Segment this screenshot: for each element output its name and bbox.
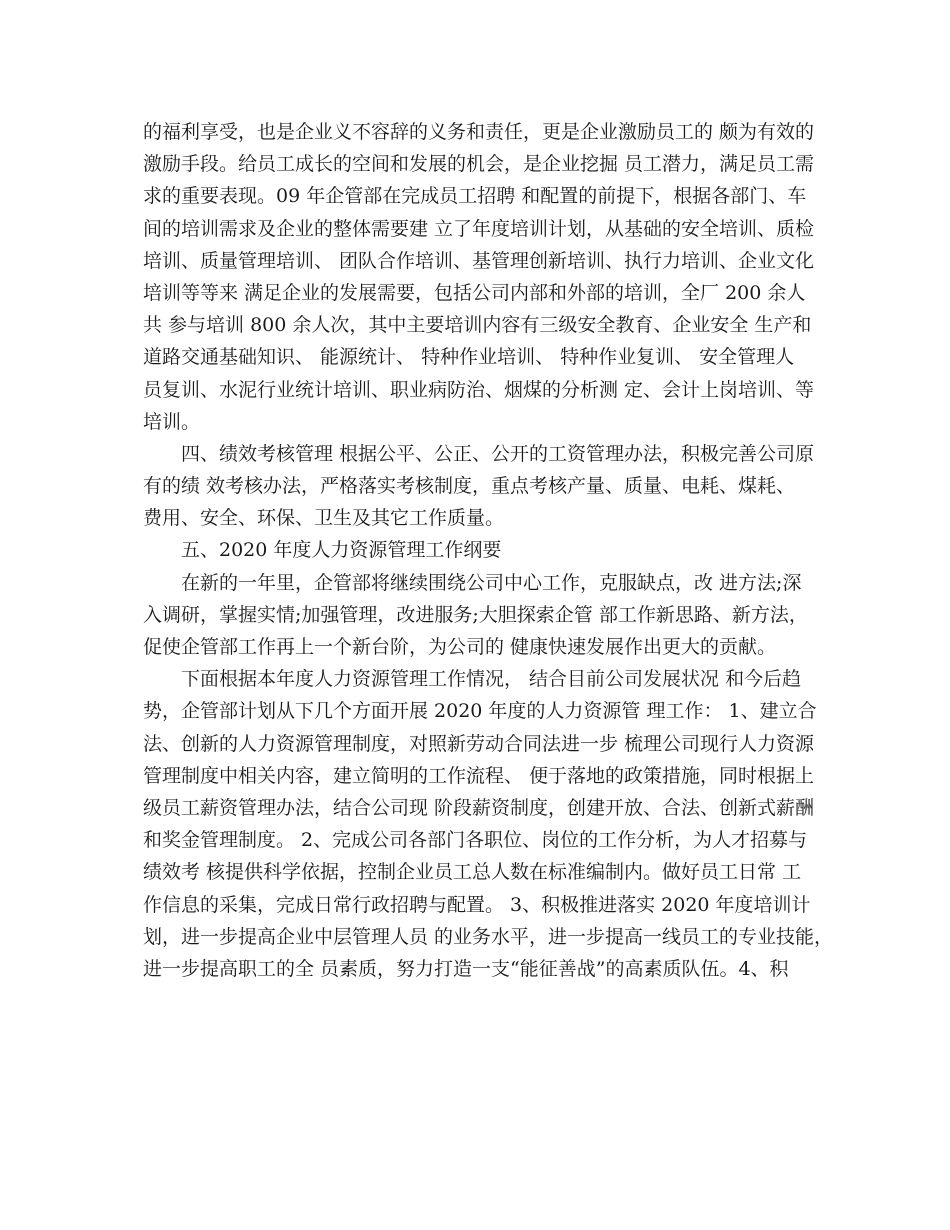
text-line: 促使企管部工作再上一个新台阶，为公司的 健康快速发展作出更大的贡献。 <box>143 636 777 658</box>
text-line: 势，企管部计划从下几个方面开展 2020 年度的人力资源管 理工作： 1、建立合 <box>143 700 817 723</box>
text-line: 进一步提高职工的全 员素质，努力打造一支“能征善战”的高素质队伍。4、积 <box>143 957 789 980</box>
text-line: 入调研，掌握实情;加强管理，改进服务;大胆探索企管 部工作新思路、新方法， <box>143 603 808 626</box>
text-line: 作信息的采集，完成日常行政招聘与配置。 3、积极推进落实 2020 年度培训计 <box>143 893 811 916</box>
text-line: 求的重要表现。09 年企管部在完成员工招聘 和配置的前提下，根据各部门、车 <box>143 185 807 208</box>
text-line: 员复训、水泥行业统计培训、职业病防治、烟煤的分析测 定、会计上岗培训、等 <box>143 378 815 401</box>
document-body <box>143 116 834 985</box>
section-heading-line: 四、绩效考核管理 根据公平、公正、公开的工资管理办法，积极完善公司原 <box>143 442 815 465</box>
text-line: 道路交通基础知识、 能源统计、 特种作业培训、 特种作业复训、 安全管理人 <box>143 346 795 369</box>
text-line: 划，进一步提高企业中层管理人员 的业务水平，进一步提高一线员工的专业技能， <box>143 925 834 948</box>
text-line: 培训、质量管理培训、 团队合作培训、基管理创新培训、执行力培训、企业文化 <box>143 249 815 272</box>
text-line: 间的培训需求及企业的整体需要建 立了年度培训计划，从基础的安全培训、质检 <box>143 217 815 240</box>
text-line: 绩效考 核提供科学依据，控制企业员工总人数在标准编制内。做好员工日常 工 <box>143 861 802 884</box>
text-line: 培训等等来 满足企业的发展需要，包括公司内部和外部的培训，全厂 200 余人 <box>143 281 806 304</box>
section-heading-line: 五、2020 年度人力资源管理工作纲要 <box>143 539 502 562</box>
text-line: 激励手段。给员工成长的空间和发展的机会，是企业挖掘 员工潜力，满足员工需 <box>143 153 815 176</box>
text-line: 共 参与培训 800 余人次，其中主要培训内容有三级安全教育、企业安全 生产和 <box>143 314 812 337</box>
text-line: 有的绩 效考核办法，严格落实考核制度，重点考核产量、质量、电耗、煤耗、 <box>143 475 796 498</box>
text-line: 管理制度中相关内容，建立简明的工作流程、 便于落地的政策措施，同时根据上 <box>143 764 815 787</box>
text-line: 费用、安全、环保、卫生及其它工作质量。 <box>143 507 505 530</box>
text-line: 的福利享受，也是企业义不容辞的义务和责任，更是企业激励员工的 颇为有效的 <box>143 121 815 143</box>
text-line: 在新的一年里，企管部将继续围绕公司中心工作，克服缺点，改 进方法;深 <box>143 571 802 594</box>
text-line: 和奖金管理制度。 2、完成公司各部门各职位、岗位的工作分析，为人才招募与 <box>143 829 808 852</box>
text-line: 法、创新的人力资源管理制度，对照新劳动合同法进一步 梳理公司现行人力资源 <box>143 732 815 755</box>
text-line: 级员工薪资管理办法，结合公司现 阶段薪资制度，创建开放、合法、创新式薪酬 <box>143 796 815 819</box>
text-line: 培训。 <box>143 410 201 433</box>
text-line: 下面根据本年度人力资源管理工作情况， 结合目前公司发展状况 和今后趋 <box>143 668 802 691</box>
